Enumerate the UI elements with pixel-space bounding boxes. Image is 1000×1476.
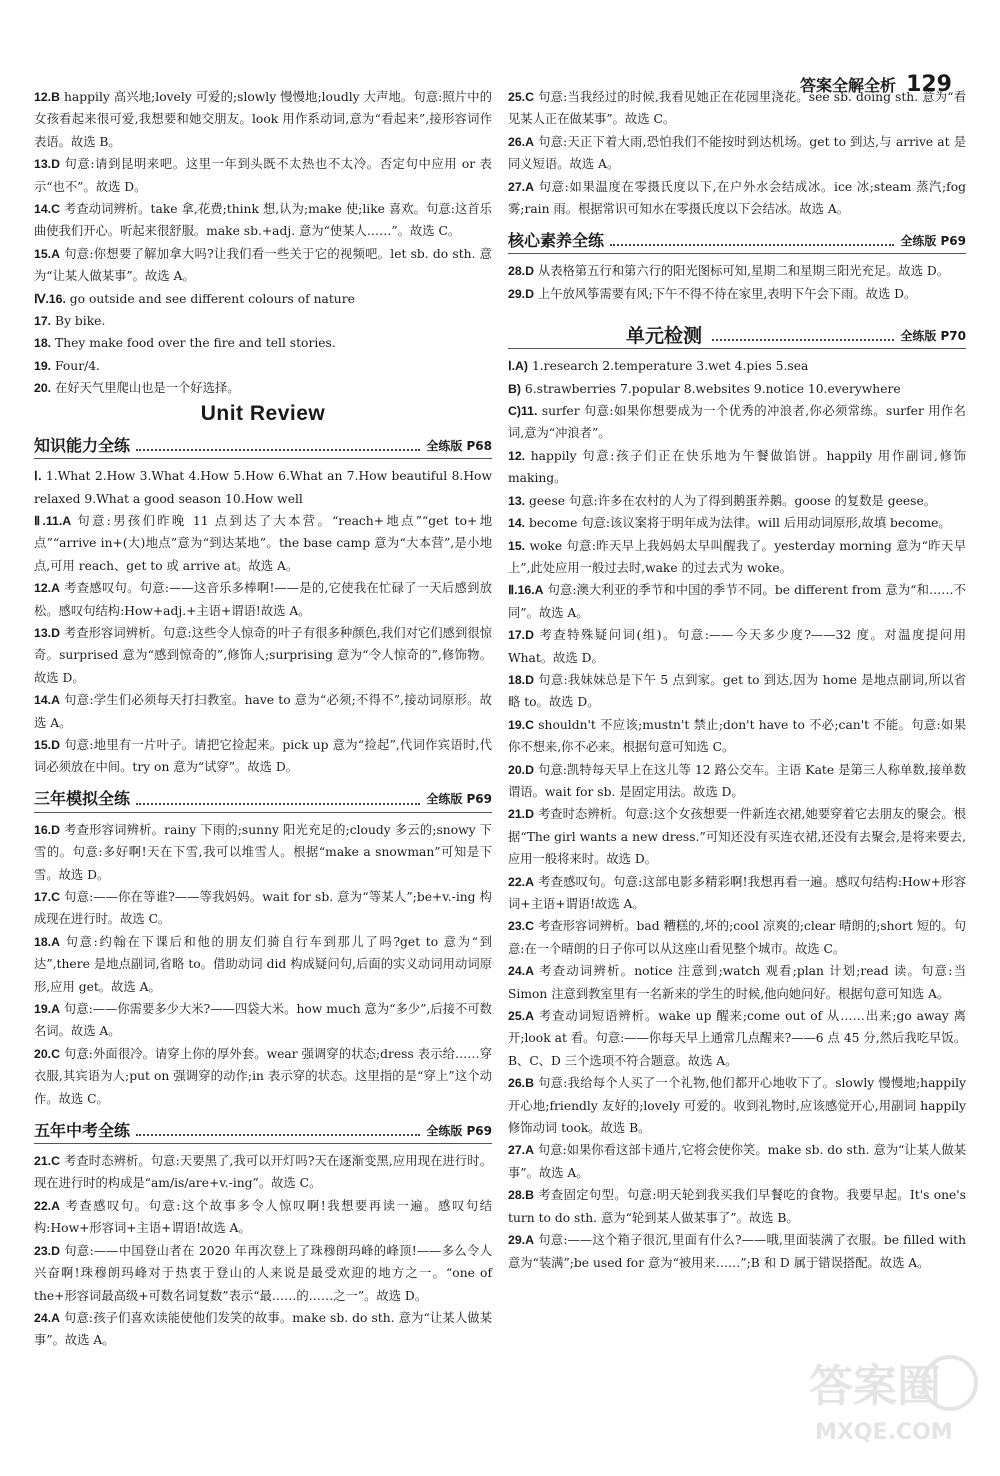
answer-group-core <box>508 260 966 305</box>
answer-entry <box>34 288 492 310</box>
answer-entry <box>508 669 966 714</box>
answer-text: 句意:——中国登山者在 2020 年再次登上了珠穆朗玛峰的峰顶!——多么令人兴奋啊!珠穆朗玛峰对于热衷于登山的人来说是最受欢迎的地方之一。“one of the+形容词最高级+可数名词复数”表示“最……的……之一”。故选 D。 <box>34 1243 492 1303</box>
answer-text: 句意:凯特每天早上在这儿等 12 路公交车。主语 Kate 是第三人称单数,接单数谓语。wait for sb. 是固定用法。故选 D。 <box>508 762 966 799</box>
answer-text: 句意:当我经过的时候,我看见她正在花园里浇花。see sb. doing sth. 意为“看见某人正在做某事”。故选 C。 <box>508 90 966 127</box>
answer-text: 句意:男孩们昨晚 11 点到达了大本营。“reach+地点”“get to+地点”“arrive in+(大)地点”意为“到达某地”。the base camp 意为“大本营”,是小地点,可用 reach、get to 或 arrive at。故选 A。 <box>34 513 492 573</box>
answer-number: 25.A <box>508 1009 534 1024</box>
answer-entry <box>34 310 492 332</box>
section-header-knowledge <box>34 433 492 459</box>
answer-number: 24.A <box>34 1310 60 1325</box>
answer-number: 18. <box>34 336 52 351</box>
section-ref: 全练版 P68 <box>426 438 492 453</box>
answer-entry <box>508 1072 966 1139</box>
answer-number: 14. <box>508 516 526 531</box>
answer-text: Four/4. <box>55 358 100 373</box>
answer-number: 15.A <box>34 246 60 261</box>
section-title: 五年中考全练 <box>34 1120 131 1140</box>
answer-text: surfer 句意:如果你想要成为一个优秀的冲浪者,你必须常练。surfer 用作名词,意为“冲浪者”。 <box>508 404 966 441</box>
answer-text: happily 句意:孩子们正在快乐地为午餐做馅饼。happily 用作副词,修饰 making。 <box>508 448 966 486</box>
dotted-leader <box>610 244 894 246</box>
answer-entry <box>508 400 966 445</box>
answer-number: 29.D <box>508 286 534 301</box>
watermark-logo <box>805 1353 980 1448</box>
answer-entry <box>34 243 492 288</box>
answer-group-continued <box>508 86 966 220</box>
unit-title: Unit Review <box>200 401 326 425</box>
answer-entry <box>508 512 966 534</box>
section-header-unit-test <box>508 319 966 349</box>
answer-number: 21.D <box>508 807 534 822</box>
answer-number: 13. <box>508 493 526 508</box>
section-title: 单元检测 <box>626 324 703 347</box>
answer-text: 在好天气里爬山也是一个好选择。 <box>55 381 240 396</box>
answer-number: 16.D <box>34 822 60 837</box>
answer-number: Ⅰ.A) <box>508 359 529 374</box>
answer-entry <box>508 260 966 282</box>
section-title: 核心素养全练 <box>508 231 605 251</box>
dotted-leader <box>136 449 420 451</box>
answer-text: 从表格第五行和第六行的阳光图标可知,星期二和星期三阳光充足。故选 D。 <box>537 264 950 279</box>
answer-text: 考查动词短语辨析。wake up 醒来;come out of 从……出来;go away 离开;look at 看。句意:——你每天早上通常几点醒来?——6 点 45 分,然后我吃早饭。B、C、D 三个选项不符合题意。故选 A。 <box>508 1009 966 1068</box>
answer-entry <box>508 915 966 960</box>
answer-entry <box>34 198 492 243</box>
answer-entry <box>34 819 492 886</box>
answer-text: 考查形容词辨析。rainy 下雨的;sunny 阳光充足的;cloudy 多云的;snowy 下雪的。句意:多好啊!天在下雪,我可以堆雪人。根据“make a snowman”可知是下雪。故选 D。 <box>34 822 492 882</box>
answer-entry <box>34 1307 492 1352</box>
answer-number: 17.C <box>34 890 60 904</box>
answer-number: 14.C <box>34 202 60 217</box>
section-header-core <box>508 228 966 254</box>
answer-text: 句意:请到昆明来吧。这里一年到头既不太热也不太冷。否定句中应用 or 表示“也不”。故选 D。 <box>34 157 492 194</box>
answer-text: 考查动词辨析。take 拿,花费;think 想,认为;make 使;like 喜欢。句意:这首乐曲使我们开心。听起来很舒服。make sb.+adj. 意为“使某人……”。故选 C。 <box>34 202 492 239</box>
answer-text: 考查固定句型。句意:明天轮到我买我们早餐吃的食物。我要早起。It's one's turn to do sth. 意为“轮到某人做某事了”。故选 B。 <box>508 1188 966 1225</box>
answer-text: 考查动词辨析。notice 注意到;watch 观看;plan 计划;read 读。句意:当 Simon 注意到教室里有一名新来的学生的时候,他向她问好。根据句意可知选 A。 <box>508 964 966 1001</box>
answer-entry <box>508 624 966 669</box>
answer-entry <box>34 153 492 198</box>
section-ref: 全练版 P69 <box>900 234 966 249</box>
answer-text: happily 高兴地;lovely 可爱的;slowly 慢慢地;loudly 大声地。句意:照片中的女孩看起来很可爱,我想要和她交朋友。look 用作系动词,意为“看起来”,接形容词作表语。故选 B。 <box>34 90 492 149</box>
answer-group-continued <box>34 86 492 400</box>
answer-number: 24.A <box>508 964 534 979</box>
answer-number: 20.C <box>34 1046 60 1061</box>
section-header-five-year <box>34 1118 492 1144</box>
answer-number: 28.D <box>508 264 534 279</box>
answer-entry <box>34 734 492 779</box>
answer-text: 句意:我给每个人买了一个礼物,他们都开心地收下了。slowly 慢慢地;happily 开心地;friendly 友好的;lovely 可爱的。收到礼物时,应该感觉开心,用副词 happily 修饰动词 took。故选 B。 <box>508 1076 966 1136</box>
answer-text: shouldn't 不应该;mustn't 禁止;don't have to 不必;can't 不能。句意:如果你不想来,你不必来。根据句意可知选 C。 <box>508 717 966 755</box>
answer-entry <box>508 283 966 305</box>
answer-group-knowledge <box>34 465 492 779</box>
answer-entry <box>34 577 492 622</box>
answer-text: 1.What 2.How 3.What 4.How 5.How 6.What an 7.How beautiful 8.How relaxed 9.What a good season 10.How well <box>34 469 492 506</box>
answer-number: Ⅱ.16.A <box>508 583 544 598</box>
answer-text: 句意:——这个箱子很沉,里面有什么?——哦,里面装满了衣服。be filled with 意为“装满”;be used for 意为“被用来……”;B 和 D 属于错误搭配。故选 A。 <box>508 1233 966 1270</box>
answer-group-five-year <box>34 1150 492 1352</box>
page-number: 129 <box>906 72 952 97</box>
answer-entry <box>508 1229 966 1274</box>
answer-number: 29.A <box>508 1233 534 1248</box>
answer-number: 12. <box>508 448 526 463</box>
answer-entry <box>508 378 966 400</box>
answer-entry <box>508 86 966 131</box>
answer-text: 考查形容词辨析。句意:这些令人惊奇的叶子有很多种颜色,我们对它们感到很惊奇。surprised 意为“感到惊奇的”,修饰人;surprising 意为“令人惊奇的”,修饰物。故选 D。 <box>34 625 492 685</box>
answer-number: B) <box>508 381 521 396</box>
answer-text: woke 句意:昨天早上我妈妈太早叫醒我了。yesterday morning 意为“昨天早上”,此处应用一般过去时,wake 的过去式为 woke。 <box>508 538 966 575</box>
answer-entry <box>34 1043 492 1110</box>
answer-entry <box>508 490 966 512</box>
answer-number: 19. <box>34 358 52 373</box>
answer-entry <box>508 803 966 870</box>
right-column <box>508 86 966 1274</box>
answer-number: 17. <box>34 314 52 329</box>
answer-entry <box>34 998 492 1043</box>
answer-text: 考查感叹句。句意:这部电影多精彩啊!我想再看一遍。感叹句结构:How+形容词+主语+谓语!故选 A。 <box>508 874 966 911</box>
answer-entry <box>508 355 966 377</box>
answer-text: 句意:你想要了解加拿大吗?让我们看一些关于它的视频吧。let sb. do sth. 意为“让某人做某事”。故选 A。 <box>34 246 492 284</box>
answer-entry <box>508 579 966 624</box>
dotted-leader <box>136 803 420 805</box>
answer-text: 句意:——你需要多少大米?——四袋大米。how much 意为“多少”,后接不可数名词。故选 A。 <box>34 1002 492 1039</box>
answer-entry <box>34 622 492 689</box>
answer-entry <box>508 131 966 176</box>
answer-number: 20.D <box>508 762 534 777</box>
answer-text: 上午放风筝需要有风;下午不得不待在家里,表明下午会下雨。故选 D。 <box>537 286 917 301</box>
answer-entry <box>34 886 492 931</box>
answer-number: 15.D <box>34 737 60 752</box>
answer-number: C)11. <box>508 404 538 419</box>
answer-entry <box>508 445 966 490</box>
answer-number: 28.B <box>508 1188 534 1203</box>
answer-text: 考查感叹句。句意:这个故事多令人惊叹啊!我想要再读一遍。感叹句结构:How+形容词+主语+谓语!故选 A。 <box>34 1198 492 1236</box>
answer-text: 考查感叹句。句意:——这音乐多棒啊!——是的,它使我在忙碌了一天后感到放松。感叹句结构:How+adj.+主语+谓语!故选 A。 <box>34 581 492 618</box>
section-ref: 全练版 P69 <box>426 1123 492 1138</box>
answer-number: 27.A <box>508 179 534 194</box>
answer-number: 23.C <box>508 919 534 934</box>
answer-entry <box>34 689 492 734</box>
answer-text: 句意:天正下着大雨,恐怕我们不能按时到达机场。get to 到达,与 arrive at 是同义短语。故选 A。 <box>508 134 966 172</box>
answer-text: 句意:孩子们喜欢读能使他们发笑的故事。make sb. do sth. 意为“让某人做某事”。故选 A。 <box>34 1310 492 1348</box>
answer-entry <box>34 332 492 354</box>
answer-text: become 句意:该议案将于明年成为法律。will 后用动词原形,故填 become。 <box>529 516 951 531</box>
answer-entry <box>508 176 966 221</box>
answer-number: 18.D <box>508 672 534 687</box>
answer-text: 考查形容词辨析。bad 糟糕的,坏的;cool 凉爽的;clear 晴朗的;short 短的。句意:在一个晴朗的日子你可以从这座山看见整个城市。故选 C。 <box>508 919 966 956</box>
answer-text: 句意:澳大利亚的季节和中国的季节不同。be different from 意为“和……不同”。故选 A。 <box>508 583 966 620</box>
answer-text: They make food over the fire and tell stories. <box>55 336 336 351</box>
answer-entry <box>508 960 966 1005</box>
answer-text: 句意:如果温度在零摄氏度以下,在户外水会结成冰。ice 冰;steam 蒸汽;fog 雾;rain 雨。根据常识可知水在零摄氏度以下会结冰。故选 A。 <box>508 179 966 217</box>
answer-number: 21.C <box>34 1154 60 1169</box>
answer-text: go outside and see different colours of nature <box>69 291 355 306</box>
answer-number: 27.A <box>508 1143 534 1158</box>
answer-text: 句意:外面很冷。请穿上你的厚外套。wear 强调穿的状态;dress 表示给……穿衣服,其宾语为人;put on 强调穿的动作;in 表示穿的状态。这里指的是“穿上”这个动作。故选 C。 <box>34 1046 492 1106</box>
dotted-leader <box>712 339 894 341</box>
answer-number: 12.B <box>34 90 60 104</box>
answer-text: 句意:地里有一片叶子。请把它捡起来。pick up 意为“捡起”,代词作宾语时,代词必须放在中间。try on 意为“试穿”。故选 D。 <box>34 737 492 775</box>
answer-number: 25.C <box>508 90 534 104</box>
answer-number: 17.D <box>508 628 534 643</box>
answer-entry <box>508 1139 966 1184</box>
answer-group-three-year <box>34 819 492 1110</box>
answer-number: 19.C <box>508 717 534 732</box>
answer-text: 6.strawberries 7.popular 8.websites 9.notice 10.everywhere <box>524 381 901 396</box>
answer-entry <box>34 510 492 577</box>
answer-text: 句意:约翰在下课后和他的朋友们骑自行车到那儿了吗?get to 意为“到达”,there 是地点副词,省略 to。借助动词 did 构成疑问句,后面的实义动词用动词原形,应用 get。故选 A。 <box>34 934 492 994</box>
watermark-text: 答案圈 <box>809 1361 941 1412</box>
answer-number: 20. <box>34 381 52 396</box>
answer-text: 句意:如果你看这部卡通片,它将会使你笑。make sb. do sth. 意为“让某人做某事”。故选 A。 <box>508 1143 966 1180</box>
answer-number: 15. <box>508 538 526 553</box>
answer-number: 23.D <box>34 1243 60 1258</box>
answer-entry <box>34 355 492 377</box>
answer-number: 13.D <box>34 157 60 172</box>
answer-entry <box>34 1195 492 1240</box>
answer-group-unit-test <box>508 355 966 1274</box>
answer-entry <box>34 1150 492 1195</box>
answer-number: 13.D <box>34 625 60 640</box>
answer-number: 14.A <box>34 693 60 708</box>
answer-number: Ⅳ.16. <box>34 291 66 306</box>
dotted-leader <box>136 1134 420 1136</box>
answer-entry <box>508 1005 966 1072</box>
left-column <box>34 86 492 1352</box>
answer-number: 22.A <box>508 874 534 889</box>
section-ref: 全练版 P69 <box>426 792 492 807</box>
answer-number: Ⅱ.11.A <box>34 513 72 528</box>
answer-number: 19.A <box>34 1002 60 1017</box>
answer-entry <box>34 1240 492 1307</box>
answer-entry <box>508 759 966 804</box>
answer-entry <box>508 871 966 916</box>
section-title: 知识能力全练 <box>34 435 131 455</box>
section-ref: 全练版 P70 <box>900 328 966 343</box>
answer-entry <box>508 535 966 580</box>
answer-text: 考查特殊疑问词(组)。句意:——今天多少度?——32 度。对温度提问用 What。故选 D。 <box>508 628 966 665</box>
answer-entry <box>508 1184 966 1229</box>
section-title: 三年模拟全练 <box>34 789 131 809</box>
answer-entry <box>34 465 492 510</box>
answer-number: 26.A <box>508 134 534 149</box>
answer-text: 1.research 2.temperature 3.wet 4.pies 5.sea <box>531 359 809 374</box>
answer-text: By bike. <box>55 314 106 329</box>
answer-entry <box>508 714 966 759</box>
answer-number: Ⅰ. <box>34 469 42 484</box>
answer-text: geese 句意:许多在农村的人为了得到鹅蛋养鹅。goose 的复数是 geese。 <box>529 493 937 508</box>
answer-entry <box>34 931 492 998</box>
watermark-url: MXQE.COM <box>815 1420 953 1445</box>
answer-number: 12.A <box>34 581 60 596</box>
answer-number: 18.A <box>34 934 60 949</box>
answer-number: 26.B <box>508 1076 534 1091</box>
header-title: 答案全解全析 <box>800 76 897 95</box>
answer-entry <box>34 86 492 153</box>
answer-text: 考查时态辨析。句意:天要黑了,我可以开灯吗?天在逐渐变黑,应用现在进行时。现在进行时的构成是“am/is/are+v.-ing”。故选 C。 <box>34 1154 492 1191</box>
answer-text: 考查时态辨析。句意:这个女孩想要一件新连衣裙,她要穿着它去朋友的聚会。根据“The girl wants a new dress.”可知还没有买连衣裙,还没有去聚会,是将来要去,应用一般将来时。故选 D。 <box>508 807 966 867</box>
answer-text: 句意:——你在等谁?——等我妈妈。wait for sb. 意为“等某人”;be+v.-ing 构成现在进行时。故选 C。 <box>34 890 492 927</box>
answer-text: 句意:我妹妹总是下午 5 点到家。get to 到达,因为 home 是地点副词,所以省略 to。故选 D。 <box>508 672 966 710</box>
answer-number: 22.A <box>34 1198 60 1213</box>
section-header-three-year <box>34 787 492 813</box>
answer-text: 句意:学生们必须每天打扫教室。have to 意为“必须;不得不”,接动词原形。故选 A。 <box>34 693 492 730</box>
answer-entry <box>34 377 492 399</box>
